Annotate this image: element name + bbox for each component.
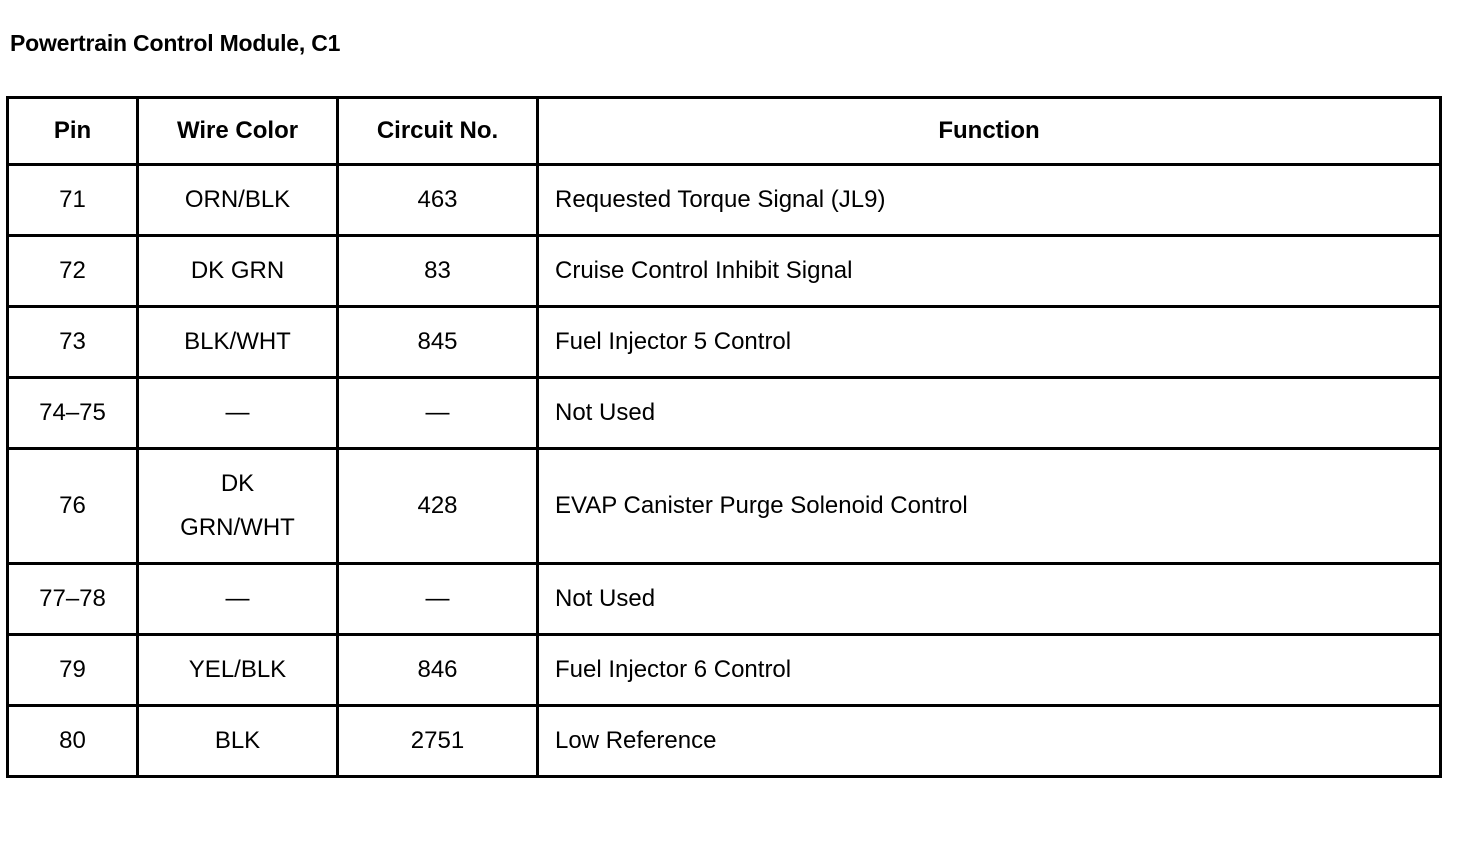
function-cell: EVAP Canister Purge Solenoid Control bbox=[538, 449, 1441, 564]
header-function: Function bbox=[538, 98, 1441, 165]
function-cell: Not Used bbox=[538, 378, 1441, 449]
function-cell: Low Reference bbox=[538, 706, 1441, 777]
circuit-cell: 83 bbox=[338, 236, 538, 307]
pin-cell: 72 bbox=[8, 236, 138, 307]
pin-cell: 77–78 bbox=[8, 564, 138, 635]
pin-cell: 79 bbox=[8, 635, 138, 706]
pin-cell: 76 bbox=[8, 449, 138, 564]
pin-cell: 80 bbox=[8, 706, 138, 777]
header-pin: Pin bbox=[8, 98, 138, 165]
wire-color-cell: BLK bbox=[138, 706, 338, 777]
table-row bbox=[8, 706, 1441, 777]
wire-color-cell: — bbox=[138, 564, 338, 635]
circuit-cell: 845 bbox=[338, 307, 538, 378]
header-circuit-no: Circuit No. bbox=[338, 98, 538, 165]
circuit-cell: — bbox=[338, 378, 538, 449]
table-row bbox=[8, 236, 1441, 307]
pinout-table bbox=[6, 96, 1442, 778]
wire-color-cell: DK GRN bbox=[138, 236, 338, 307]
circuit-cell: 463 bbox=[338, 165, 538, 236]
function-cell: Cruise Control Inhibit Signal bbox=[538, 236, 1441, 307]
circuit-cell: — bbox=[338, 564, 538, 635]
pin-cell: 74–75 bbox=[8, 378, 138, 449]
function-cell: Not Used bbox=[538, 564, 1441, 635]
page-title: Powertrain Control Module, C1 bbox=[10, 30, 341, 56]
wire-color-cell bbox=[138, 449, 338, 564]
pin-cell: 73 bbox=[8, 307, 138, 378]
table-row bbox=[8, 307, 1441, 378]
function-cell: Requested Torque Signal (JL9) bbox=[538, 165, 1441, 236]
circuit-cell: 846 bbox=[338, 635, 538, 706]
wire-color-text: DK GRN/WHT bbox=[180, 470, 295, 541]
function-cell: Fuel Injector 6 Control bbox=[538, 635, 1441, 706]
table-row bbox=[8, 449, 1441, 564]
wire-color-cell: BLK/WHT bbox=[138, 307, 338, 378]
circuit-cell: 2751 bbox=[338, 706, 538, 777]
header-row bbox=[8, 98, 1441, 165]
pin-cell: 71 bbox=[8, 165, 138, 236]
table-row bbox=[8, 635, 1441, 706]
wire-color-cell: ORN/BLK bbox=[138, 165, 338, 236]
wire-color-cell: YEL/BLK bbox=[138, 635, 338, 706]
function-cell: Fuel Injector 5 Control bbox=[538, 307, 1441, 378]
circuit-cell: 428 bbox=[338, 449, 538, 564]
header-wire-color: Wire Color bbox=[138, 98, 338, 165]
table-row bbox=[8, 378, 1441, 449]
table-row bbox=[8, 165, 1441, 236]
wire-color-cell: — bbox=[138, 378, 338, 449]
table-row bbox=[8, 564, 1441, 635]
